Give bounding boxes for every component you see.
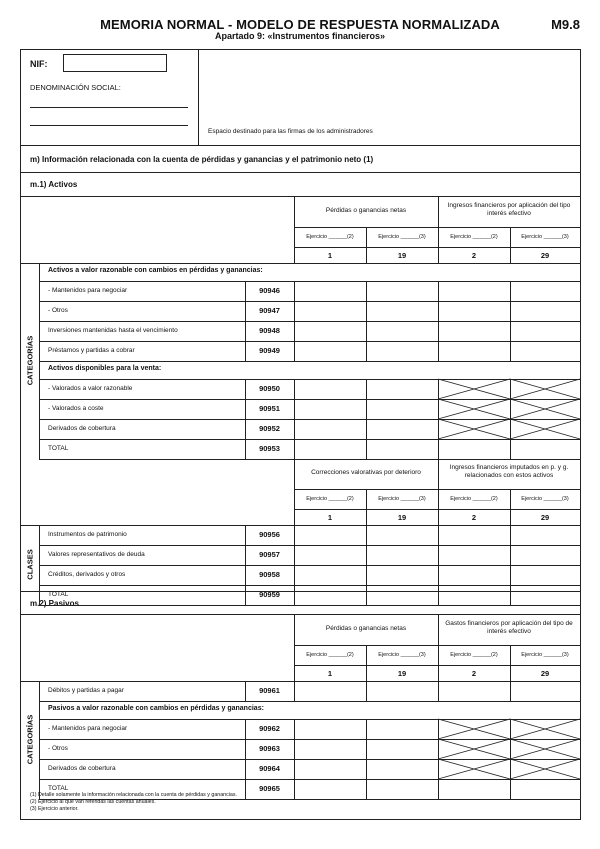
activos-row-label: - Valorados a coste [48,405,104,412]
categorias-label: CATEGORÍAS [25,335,35,386]
section-m2-text: m.2) Pasivos [30,598,79,608]
footnote-1: (1) Detalle solamente la información relacionada con la cuenta de pérdidas y ganancias. [30,792,237,798]
pasivos-row-code: 90963 [259,744,280,753]
activos-row-label: - Valorados a valor razonable [48,385,133,392]
pasivos-row-label: TOTAL [48,785,69,792]
activos-column-number: 29 [540,251,550,260]
form-code: M9.8 [551,17,580,32]
clases-row-code: 90958 [259,570,280,579]
activos-column-number: 2 [471,251,477,260]
clases-ejercicio-label: Ejercicio ______(3) [521,496,569,502]
form-frame [20,49,581,820]
activos-group-title: Activos a valor razonable con cambios en pérdidas y ganancias: [48,267,263,274]
form-title: MEMORIA NORMAL - MODELO DE RESPUESTA NORMALIZADA [100,17,500,32]
activos-col-a-header: Pérdidas o ganancias netas [325,207,407,214]
clases-row-label: Valores representativos de deuda [48,551,145,558]
pasivos-col-a-header: Pérdidas o ganancias netas [325,625,407,632]
activos-row-code: 90953 [259,444,280,453]
pasivos-column-number: 2 [471,669,477,678]
clases-row-label: TOTAL [48,591,69,598]
activos-row-code: 90951 [259,404,280,413]
pasivos-ejercicio-label: Ejercicio ______(3) [521,652,569,658]
clases-column-number: 1 [327,513,333,522]
pasivos-row-label: Derivados de cobertura [48,765,116,772]
crossed-cells-layer [21,50,580,821]
denominacion-label: DENOMINACIÓN SOCIAL: [30,83,121,92]
pasivos-ejercicio-label: Ejercicio ______(3) [378,652,426,658]
activos-column-number: 19 [397,251,407,260]
activos-row-label: Préstamos y partidas a cobrar [48,347,135,354]
section-m-text: m) Información relacionada con la cuenta de pérdidas y ganancias y el patrimonio neto (1) [30,154,374,164]
pasivos-row-label: Débitos y partidas a pagar [48,687,124,694]
pasivos-row-label: - Otros [48,745,68,752]
clases-row-label: Instrumentos de patrimonio [48,531,127,538]
pasivos-column-number: 29 [540,669,550,678]
firmas-caption: Espacio destinado para las firmas de los administradores [208,128,373,135]
activos-row-code: 90952 [259,424,280,433]
footnote-2: (2) Ejercicio al que van referidas las cuentas anuales. [30,799,156,805]
form-subtitle: Apartado 9: «Instrumentos financieros» [214,31,386,41]
pasivos-row-code: 90962 [259,724,280,733]
activos-ejercicio-label: Ejercicio ______(3) [378,234,426,240]
footnote-3: (3) Ejercicio anterior. [30,806,79,812]
activos-row-label: - Mantenidos para negociar [48,287,128,294]
clases-col-a-header: Correcciones valorativas por deterioro [311,469,421,476]
activos-ejercicio-label: Ejercicio ______(3) [521,234,569,240]
clases-col-b-header: Ingresos financieros imputados en p. y g. relacionados con estos activos [449,464,569,479]
activos-row-label: TOTAL [48,445,69,452]
section-m1-text: m.1) Activos [30,180,78,189]
clases-column-number: 2 [471,513,477,522]
clases-row-code: 90956 [259,530,280,539]
nif-label: NIF: [30,59,48,69]
clases-label: CLASES [25,549,35,580]
activos-row-label: - Otros [48,307,68,314]
pasivos-categorias-label: CATEGORÍAS [25,714,35,765]
activos-ejercicio-label: Ejercicio ______(2) [306,234,354,240]
activos-ejercicio-label: Ejercicio ______(2) [450,234,498,240]
pasivos-row-code: 90965 [259,784,280,793]
pasivos-col-b-header: Gastos financieros por aplicación del tipo de interés efectivo [445,620,573,635]
pasivos-ejercicio-label: Ejercicio ______(2) [306,652,354,658]
pasivos-row-code: 90964 [259,764,280,773]
pasivos-row-code: 90961 [259,686,280,695]
pasivos-ejercicio-label: Ejercicio ______(2) [450,652,498,658]
clases-ejercicio-label: Ejercicio ______(3) [378,496,426,502]
activos-row-label: Inversiones mantenidas hasta el vencimiento [48,327,178,334]
clases-column-number: 29 [540,513,550,522]
clases-row-code: 90957 [259,550,280,559]
pasivos-column-number: 19 [397,669,407,678]
pasivos-column-number: 1 [327,669,333,678]
clases-row-label: Créditos, derivados y otros [48,571,126,578]
activos-col-b-header: Ingresos financieros por aplicación del tipo interés efectivo [447,202,571,217]
activos-row-code: 90948 [259,326,280,335]
activos-row-code: 90946 [259,286,280,295]
clases-row-code: 90959 [259,590,280,599]
activos-row-code: 90947 [259,306,280,315]
activos-row-label: Derivados de cobertura [48,425,116,432]
activos-row-code: 90950 [259,384,280,393]
clases-column-number: 19 [397,513,407,522]
pasivos-group-title: Pasivos a valor razonable con cambios en pérdidas y ganancias: [48,705,264,712]
clases-ejercicio-label: Ejercicio ______(2) [306,496,354,502]
activos-row-code: 90949 [259,346,280,355]
pasivos-row-label: - Mantenidos para negociar [48,725,128,732]
activos-column-number: 1 [327,251,333,260]
clases-ejercicio-label: Ejercicio ______(2) [450,496,498,502]
activos-group-title: Activos disponibles para la venta: [48,365,162,372]
